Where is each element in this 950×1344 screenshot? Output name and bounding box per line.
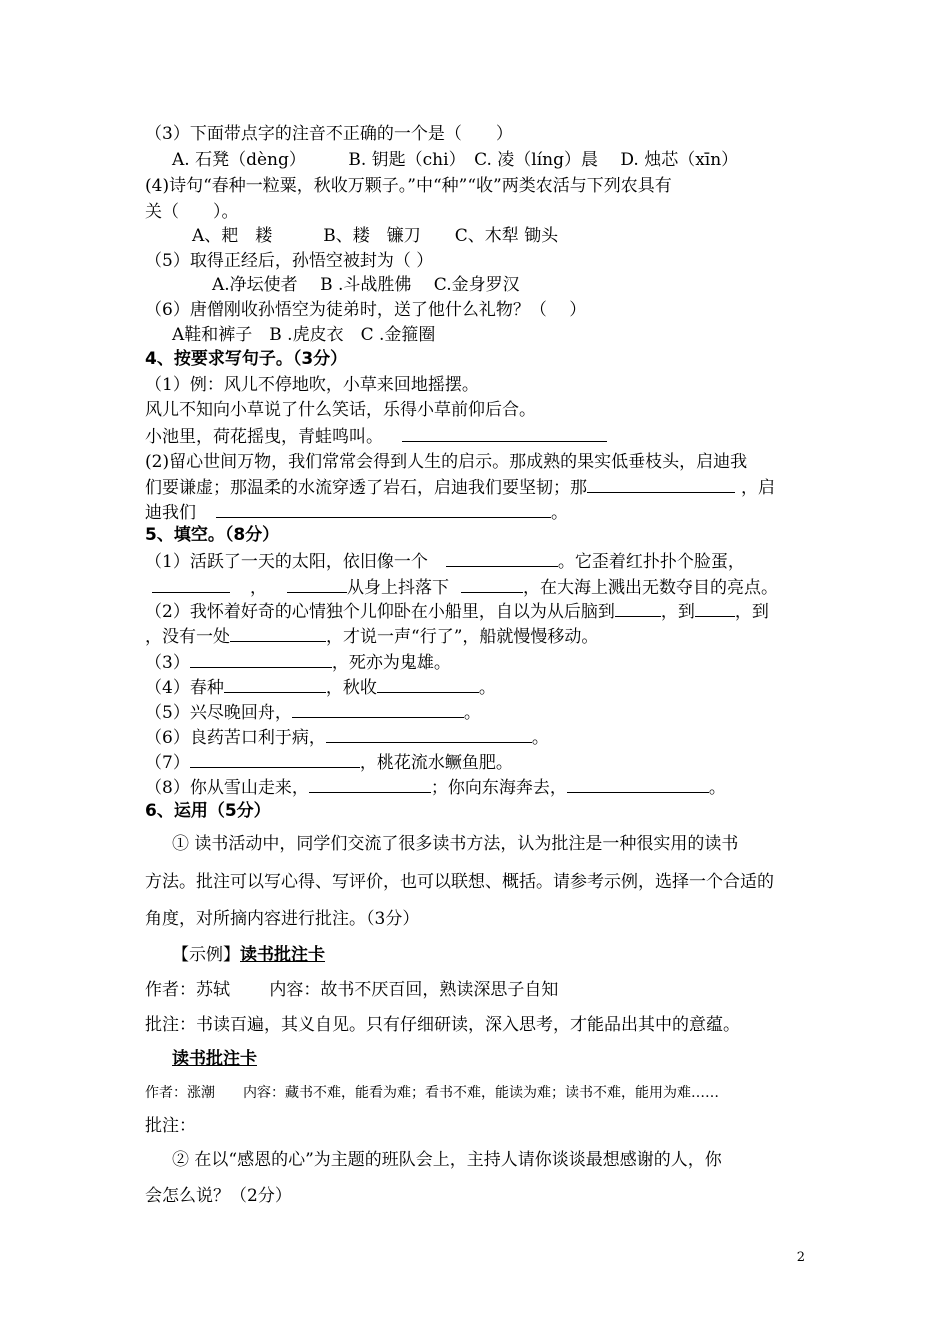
q5-text: ，在大海上溅出无数夺目的亮点。 [523, 578, 778, 598]
q6-para4: ② 在以“感恩的心”为主题的班队会上，主持人请你谈谈最想感谢的人，你 [172, 1150, 722, 1170]
q5-text: 。 [708, 778, 726, 798]
q4-line2: 风儿不知向小草说了什么笑话，乐得小草前仰后合。 [145, 400, 536, 420]
q4-example: （1）例：风儿不停地吹，小草来回地摇摆。 [145, 375, 479, 395]
q5-line9 [145, 750, 513, 775]
q4-answer-blank-1[interactable] [402, 424, 607, 442]
example-note: 批注：书读百遍，其义自见。只有仔细研读，深入思考，才能品出其中的意蕴。 [145, 1015, 740, 1035]
q5-line5 [145, 650, 451, 675]
q5-blank[interactable] [309, 775, 431, 793]
q5-text: （2）我怀着好奇的心情独个儿仰卧在小船里，自以为从后脑到 [145, 602, 615, 622]
q5-text: （4）春种 [145, 678, 224, 698]
q4-answer-blank-2[interactable] [587, 475, 735, 493]
q3-item4-line2: 关（ ）。 [145, 202, 239, 222]
q5-line4 [145, 624, 598, 649]
q5-blank[interactable] [377, 675, 479, 693]
q5-text: （1）活跃了一天的太阳，依旧像一个 [145, 552, 428, 572]
card-author: 作者：涨潮 内容：藏书不难，能看为难；看书不难，能读为难；读书不难，能用为难…… [145, 1085, 719, 1101]
q3-item3-options: A. 石凳（dèng） B. 钥匙（chi） C. 凌（líng）晨 D. 烛芯（xīn） [172, 150, 739, 170]
q6-title: 6、运用（5分） [145, 801, 271, 821]
q3-item6-options: A鞋和裤子 B .虎皮衣 C .金箍圈 [172, 325, 436, 345]
q3-item5-options: A.净坛使者 B .斗战胜佛 C.金身罗汉 [212, 275, 520, 295]
q5-text: ，秋收 [325, 678, 377, 698]
q5-line8 [145, 725, 549, 750]
q5-blank[interactable] [615, 599, 661, 617]
example-prefix: 【示例】 [172, 945, 240, 965]
q5-text: ，到 [660, 602, 695, 622]
q5-text: （7） [145, 753, 190, 773]
q3-item6: （6）唐僧刚收孙悟空为徒弟时，送了他什么礼物？（ ） [145, 300, 587, 320]
q4-answer-blank-3[interactable] [216, 500, 551, 518]
q4-line6 [145, 500, 568, 525]
q5-text: ，桃花流水鳜鱼肥。 [359, 753, 513, 773]
q5-line1 [145, 549, 745, 574]
q5-line7 [145, 700, 481, 725]
q5-blank[interactable] [461, 575, 523, 593]
q4-line5-text: 们要谦虚；那温柔的水流穿透了岩石，启迪我们要坚韧；那 [145, 478, 587, 498]
q5-text: （3） [145, 653, 190, 673]
q5-text: 。 [478, 678, 496, 698]
q5-blank[interactable] [190, 650, 332, 668]
example-author: 作者：苏轼 内容：故书不厌百回，熟读深思子自知 [145, 980, 559, 1000]
q5-blank[interactable] [567, 775, 709, 793]
q5-blank[interactable] [695, 599, 735, 617]
q4-line4: (2)留心世间万物，我们常常会得到人生的启示。那成熟的果实低垂枝头，启迪我 [145, 452, 748, 472]
q5-blank[interactable] [292, 700, 464, 718]
q5-blank[interactable] [287, 575, 347, 593]
q5-text: ， [250, 578, 267, 598]
q6-para3: 角度，对所摘内容进行批注。（3分） [145, 909, 420, 929]
q6-para1: ① 读书活动中，同学们交流了很多读书方法，认为批注是一种很实用的读书 [172, 834, 739, 854]
q5-text: ，才说一声“行了”，船就慢慢移动。 [326, 627, 599, 647]
q4-line6-end: 。 [551, 503, 568, 523]
q5-line10 [145, 775, 726, 800]
q5-text: 。 [531, 728, 549, 748]
q5-blank[interactable] [224, 675, 326, 693]
q5-line6 [145, 675, 496, 700]
q5-blank[interactable] [446, 549, 558, 567]
q4-line3 [145, 424, 607, 449]
q5-text: （8）你从雪山走来， [145, 778, 309, 798]
q4-line5 [145, 475, 775, 500]
q5-line3 [145, 599, 769, 624]
q5-text: 从身上抖落下 [347, 578, 449, 598]
q5-text: ，死亦为鬼雄。 [331, 653, 451, 673]
q5-blank[interactable] [190, 750, 360, 768]
example-header [172, 943, 325, 967]
q5-text: （5）兴尽晚回舟， [145, 703, 292, 723]
page-number: 2 [796, 1250, 805, 1265]
q4-line5-end: ，启 [741, 478, 775, 498]
q5-text: ，到 [734, 602, 769, 622]
q5-text: ，没有一处 [145, 627, 230, 647]
example-card-title: 读书批注卡 [240, 945, 325, 965]
q3-item4-options: A、耙 耧 B、耧 镰刀 C、木犁 锄头 [192, 226, 559, 246]
q6-para5: 会怎么说？（2分） [145, 1186, 292, 1206]
q5-text: （6）良药苦口利于病， [145, 728, 326, 748]
card-note-label: 批注： [145, 1116, 196, 1136]
q3-item3: （3）下面带点字的注音不正确的一个是（ ） [145, 124, 513, 144]
q3-item4-line1: (4)诗句“春种一粒粟，秋收万颗子。”中“种”“收”两类农活与下列农具有 [145, 176, 672, 196]
q5-blank[interactable] [230, 624, 326, 642]
card-title: 读书批注卡 [172, 1049, 257, 1069]
q5-blank[interactable] [152, 575, 230, 593]
q4-line6-text: 迪我们 [145, 503, 196, 523]
q5-blank[interactable] [326, 725, 532, 743]
q4-line3-text: 小池里，荷花摇曳，青蛙鸣叫。 [145, 427, 383, 447]
q5-text: 。 [463, 703, 481, 723]
q5-line2 [152, 575, 778, 600]
q6-para2: 方法。批注可以写心得、写评价，也可以联想、概括。请参考示例，选择一个合适的 [145, 872, 774, 892]
q5-text: 。它歪着红扑扑个脸蛋， [557, 552, 745, 572]
q5-text: ；你向东海奔去， [430, 778, 567, 798]
q3-item5: （5）取得正经后，孙悟空被封为（ ） [145, 251, 434, 271]
q4-title: 4、按要求写句子。（3分） [145, 349, 348, 369]
q5-title: 5、填空。（8分） [145, 525, 280, 545]
